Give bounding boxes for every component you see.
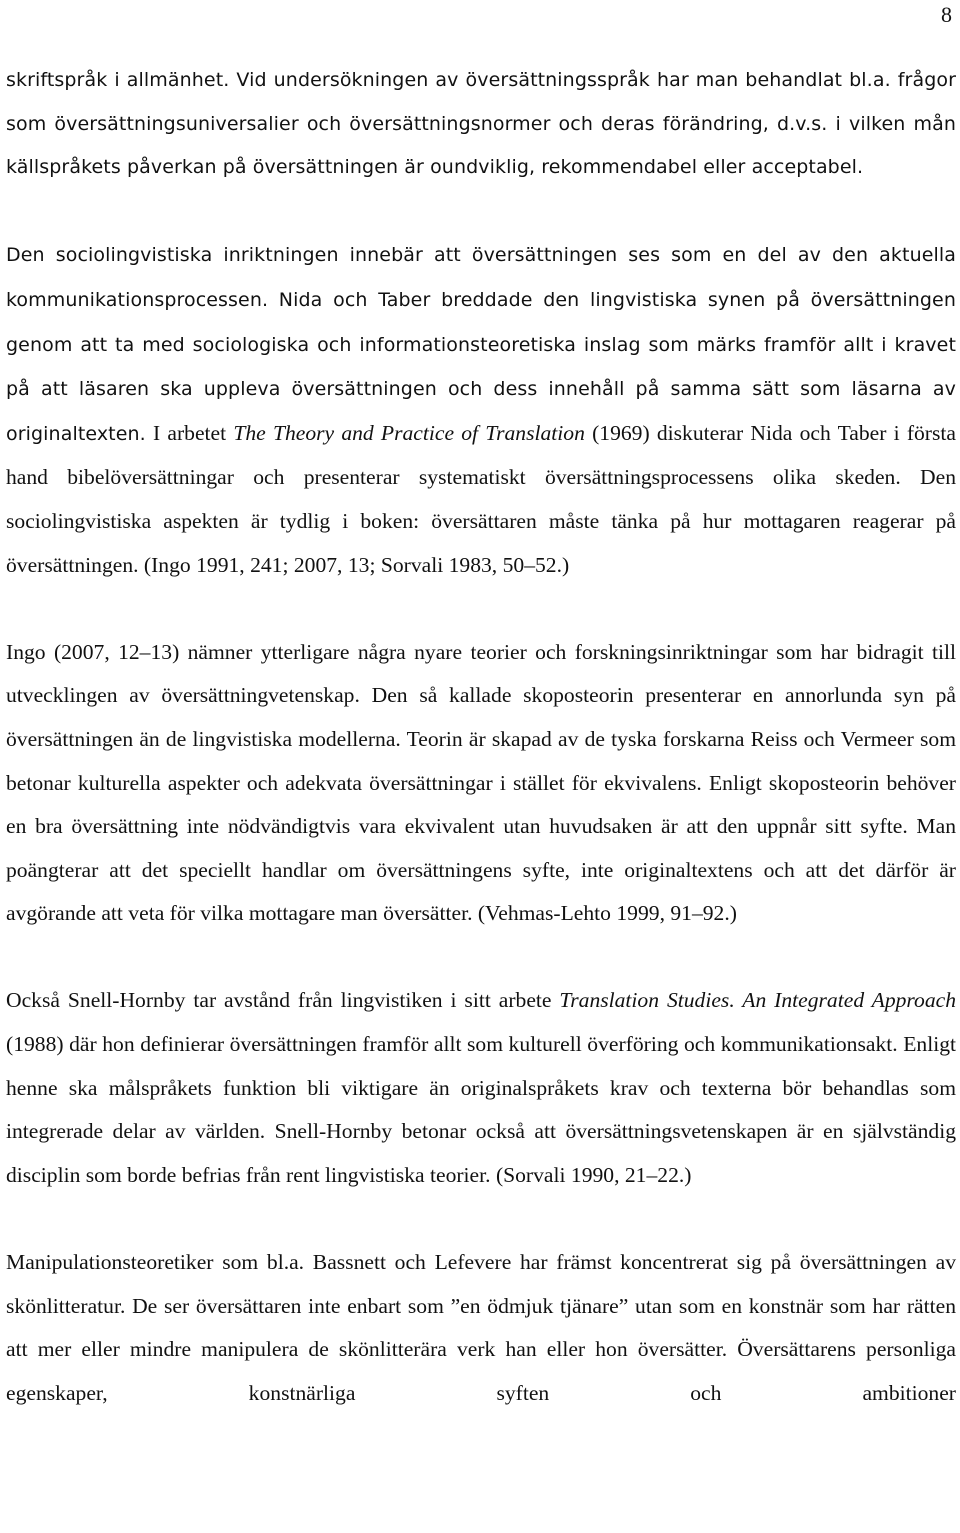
book-title-theory-practice: The Theory and Practice of Translation — [233, 420, 585, 445]
paragraph-gap — [6, 190, 956, 234]
paragraph-manipulation: Manipulationsteoretiker som bl.a. Bassnett och Lefevere har främst koncentrerat sig på översättningen av skönlitteratur. De ser översättaren inte enbart som ”en ödmjuk tjänare” utan som en konstnär som har rätten att mer eller mindre manipulera de skönlitterära verk han eller hon översätter. Översättarens personliga egenskaper, konstnärliga syften och ambitioner — [6, 1250, 956, 1405]
paragraph-gap — [6, 936, 956, 980]
paragraph-translation-language: skriftspråk i allmänhet. Vid undersökningen av översättningsspråk har man behandlat bl.a. frågor som översättningsuniversalier och översättningsnormer och deras förändring, d.v.s. i vilken mån källspråkets påverkan på översättningen är oundviklig, rekommendabel eller acceptabel. — [6, 69, 956, 179]
book-title-translation-studies: Translation Studies. An Integrated Approach — [559, 988, 957, 1013]
page-number: 8 — [941, 2, 952, 27]
paragraph-gap — [6, 587, 956, 631]
page-body — [6, 59, 956, 1415]
paragraph-skopos: Ingo (2007, 12–13) nämner ytterligare några nyare teorier och forskningsinriktningar som har bidragit till utvecklingen av översättningvetenskap. Den så kallade skoposteorin presenterar en annorlunda syn på översättningen än de lingvistiska modellerna. Teorin är skapad av de tyska forskarna Reiss och Vermeer som betonar kulturella aspekter och adekvata översättningar i stället för ekvivalens. Enligt skoposteorin behöver en bra översättning inte nödvändigtvis vara ekvivalent utan huvudsaken är att den uppnår sitt syfte. Man poängterar att det speciellt handlar om översättningens syfte, inte originaltextens och att det därför är avgörande att veta för vilka mottagare man översätter. (Vehmas-Lehto 1999, 91–92.) — [6, 639, 956, 926]
paragraph-snell-hornby-rest: (1988) där hon definierar översättningen framför allt som kulturell överföring och kommunikationsakt. Enligt henne ska målspråkets funktion bli viktigare än originalspråkets krav och texterna bör behandlas som integrerade delar av världen. Snell-Hornby betonar också att översättningsvetenskapen är en självständig disciplin som borde befrias från rent lingvistiska teorier. (Sorvali 1990, 21–22.) — [6, 1032, 956, 1187]
paragraph-snell-hornby — [6, 979, 956, 1197]
paragraph-sociolinguistic — [6, 233, 956, 587]
paragraph-sociolinguistic-part1: Den sociolingvistiska inriktningen innebär att översättningen ses som en del av den aktuella kommunikationsprocessen. Nida och Taber breddade den lingvistiska synen på översättningen genom att ta med sociologiska och informationsteoretiska inslag som märks framför allt i kravet på att läsaren ska uppleva översättningen och dess innehåll på samma sätt som läsarna av originaltexten. — [6, 244, 956, 445]
paragraph-sociolinguistic-intro: I arbetet — [145, 420, 234, 445]
paragraph-gap — [6, 1197, 956, 1241]
paragraph-sociolinguistic-rest: (1969) diskuterar Nida och Taber i första hand bibelöversättningar och presenterar systematiskt översättningsprocessens olika skeden. Den sociolingvistiska aspekten är tydlig i boken: översättaren måste tänka på hur mottagaren reagerar på översättningen. (Ingo 1991, 241; 2007, 13; Sorvali 1983, 50–52.) — [6, 420, 956, 577]
paragraph-snell-hornby-intro: Också Snell-Hornby tar avstånd från lingvistiken i sitt arbete — [6, 988, 560, 1013]
